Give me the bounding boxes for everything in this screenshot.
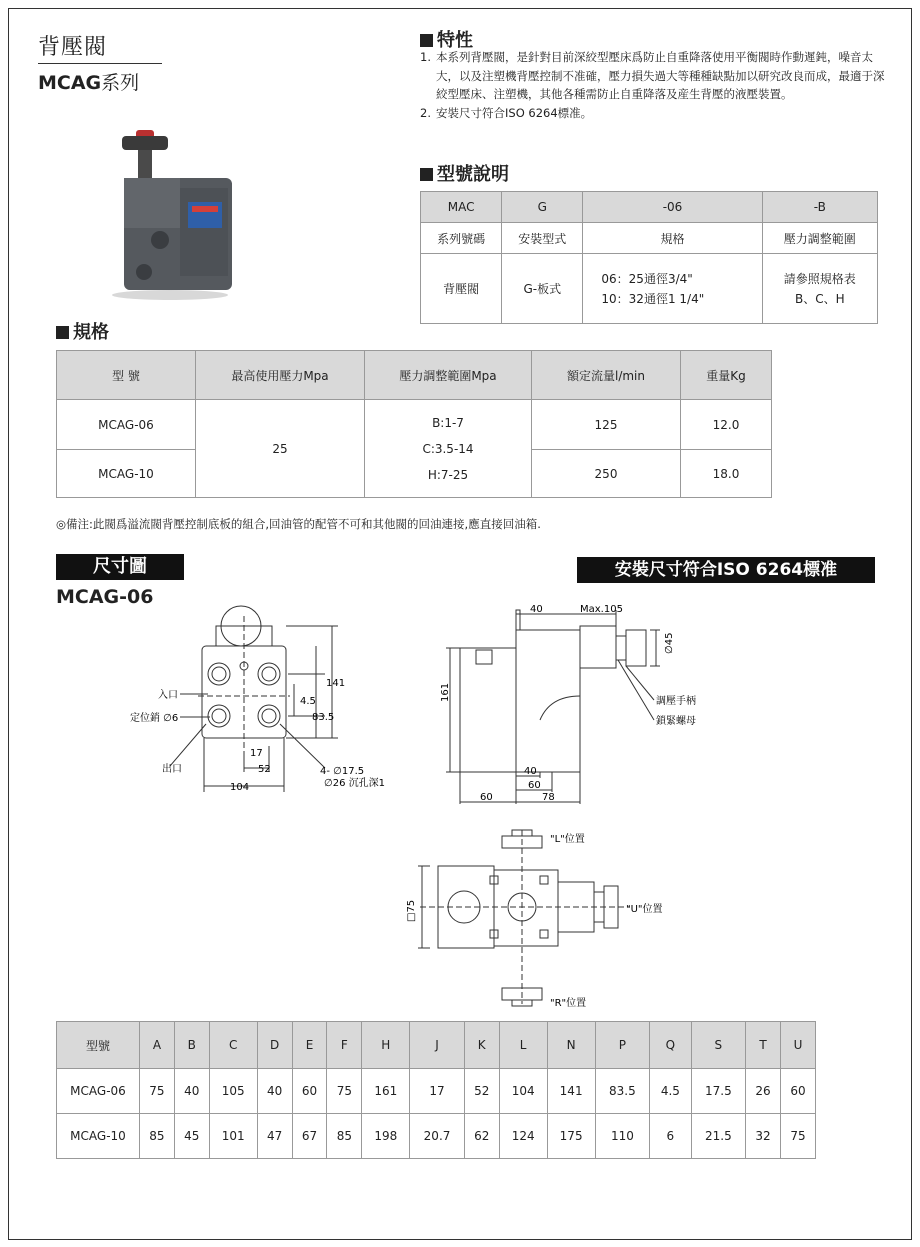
dim-60-left: 60 <box>480 792 493 803</box>
page-title: 背壓閥 <box>38 35 108 60</box>
dimension-cell: 105 <box>209 1069 257 1114</box>
dim-104: 104 <box>230 782 250 793</box>
spec-flow: 250 <box>532 450 681 498</box>
dimension-cell: U <box>780 1022 815 1069</box>
spec-model: MCAG-10 <box>57 450 196 498</box>
dim-40-bottom: 40 <box>524 766 537 777</box>
dimension-cell: B <box>174 1022 209 1069</box>
dimension-cell: 85 <box>140 1114 175 1159</box>
dimension-cell: T <box>746 1022 781 1069</box>
label-nut: 鎖緊螺母 <box>656 716 696 727</box>
dimension-cell: 32 <box>746 1114 781 1159</box>
dimension-cell: 40 <box>174 1069 209 1114</box>
dimension-cell: 175 <box>547 1114 595 1159</box>
dimension-cell: L <box>499 1022 547 1069</box>
dimension-cell: 67 <box>292 1114 327 1159</box>
dimension-heading: 尺寸圖 <box>56 554 184 580</box>
dim-40-top: 40 <box>530 604 543 615</box>
label-position-l: "L"位置 <box>550 834 585 845</box>
dimension-cell: 45 <box>174 1114 209 1159</box>
dim-4-5: 4.5 <box>300 696 316 707</box>
dimension-cell: 110 <box>595 1114 650 1159</box>
spec-header: 型 號 <box>57 351 196 400</box>
dim-78: 78 <box>542 792 555 803</box>
dimension-cell: 47 <box>257 1114 292 1159</box>
dimension-cell: 21.5 <box>691 1114 746 1159</box>
label-cell: 規格 <box>583 223 762 254</box>
dimension-row <box>57 1114 816 1159</box>
dimension-cell: 104 <box>499 1069 547 1114</box>
dimension-cell: 101 <box>209 1114 257 1159</box>
dimension-cell: 141 <box>547 1069 595 1114</box>
spec-weight: 18.0 <box>681 450 772 498</box>
label-cell: 壓力調整範圍 <box>762 223 877 254</box>
dimension-table <box>56 1021 816 1159</box>
features-heading: 特性 <box>420 26 473 52</box>
spec-header: 額定流量l/min <box>532 351 681 400</box>
spec-weight: 12.0 <box>681 400 772 450</box>
value-cell: 請參照規格表 B、C、H <box>762 254 877 324</box>
dim-161: 161 <box>440 682 451 702</box>
dimension-cell: 62 <box>464 1114 499 1159</box>
dimension-model: MCAG-06 <box>56 586 154 608</box>
code-cell: -B <box>762 192 877 223</box>
dimension-cell: 60 <box>780 1069 815 1114</box>
dim-83-5: 83.5 <box>312 712 335 723</box>
dim-75: □75 <box>406 899 417 922</box>
spec-flow: 125 <box>532 400 681 450</box>
dimension-cell: S <box>691 1022 746 1069</box>
dimension-cell: 26 <box>746 1069 781 1114</box>
dimension-cell: 17 <box>410 1069 465 1114</box>
dimension-cell: K <box>464 1022 499 1069</box>
code-cell: G <box>502 192 583 223</box>
label-position-r: "R"位置 <box>550 998 587 1009</box>
series-title: MCAG系列 <box>38 72 140 94</box>
dimension-header-row <box>57 1022 816 1069</box>
label-counterbore: ∅26 沉孔深1 <box>324 778 385 789</box>
label-handle: 調壓手柄 <box>656 696 696 707</box>
code-cell: -06 <box>583 192 762 223</box>
dimension-cell: 4.5 <box>650 1069 691 1114</box>
label-cell: 系列號碼 <box>421 223 502 254</box>
dimension-cell: J <box>410 1022 465 1069</box>
dimension-cell: 60 <box>292 1069 327 1114</box>
label-cell: 安裝型式 <box>502 223 583 254</box>
dimension-cell: P <box>595 1022 650 1069</box>
dimension-cell: 124 <box>499 1114 547 1159</box>
dim-17: 17 <box>250 748 263 759</box>
dim-max105: Max.105 <box>580 604 623 615</box>
dimension-cell: Q <box>650 1022 691 1069</box>
spec-ranges: B:1-7 C:3.5-14 H:7-25 <box>365 400 532 498</box>
dimension-cell: 75 <box>327 1069 362 1114</box>
dim-60-bottom: 60 <box>528 780 541 791</box>
dimension-cell: D <box>257 1022 292 1069</box>
dimension-cell: 20.7 <box>410 1114 465 1159</box>
side-view-drawing <box>440 600 740 810</box>
dim-52: 52 <box>258 764 271 775</box>
dimension-cell: 6 <box>650 1114 691 1159</box>
dimension-cell: E <box>292 1022 327 1069</box>
dimension-cell: 17.5 <box>691 1069 746 1114</box>
dimension-cell: N <box>547 1022 595 1069</box>
feature-item: 2. 安裝尺寸符合ISO 6264標准。 <box>420 105 593 120</box>
front-view-drawing <box>120 596 420 806</box>
dimension-cell: 52 <box>464 1069 499 1114</box>
features-list <box>420 48 890 122</box>
spec-header: 最高使用壓力Mpa <box>196 351 365 400</box>
spec-max-pressure: 25 <box>196 400 365 498</box>
spec-header: 壓力調整範圍Mpa <box>365 351 532 400</box>
value-cell: G-板式 <box>502 254 583 324</box>
dimension-cell: 85 <box>327 1114 362 1159</box>
title-divider <box>38 63 162 64</box>
model-cell: 型號 <box>57 1022 140 1069</box>
dimension-cell: 161 <box>362 1069 410 1114</box>
note: ◎備注:此閥爲溢流閥背壓控制底板的組合,回油管的配管不可和其他閥的回油連接,應直接回油箱. <box>56 517 541 531</box>
top-view-drawing <box>390 826 690 1016</box>
iso-label: 安裝尺寸符合ISO 6264標准 <box>577 557 875 583</box>
dimension-cell: C <box>209 1022 257 1069</box>
dimension-cell: H <box>362 1022 410 1069</box>
label-outlet: 出口 <box>162 764 182 775</box>
spec-heading: 規格 <box>56 318 109 344</box>
dimension-cell: 198 <box>362 1114 410 1159</box>
value-cell: 背壓閥 <box>421 254 502 324</box>
dimension-cell: F <box>327 1022 362 1069</box>
dimension-row <box>57 1069 816 1114</box>
dimension-cell: 75 <box>780 1114 815 1159</box>
dimension-cell: 75 <box>140 1069 175 1114</box>
label-holes: 4- ∅17.5 <box>320 766 365 777</box>
model-cell: MCAG-06 <box>57 1069 140 1114</box>
dim-141: 141 <box>326 678 346 689</box>
dim-45: ∅45 <box>664 632 675 654</box>
label-pin: 定位銷 ∅6 <box>130 713 179 724</box>
dimension-cell: 83.5 <box>595 1069 650 1114</box>
feature-item: 1. 本系列背壓閥，是針對目前深絞型壓床爲防止自重降落使用平衡閥時作動遲鈍，噪音太大，以及注塑機背壓控制不准確，壓力損失過大等種種缺點加以研究改良而成，最適于深絞型壓床、注塑機，其他各種需防止自重降落及産生背壓的液壓裝置。 <box>420 50 885 101</box>
dimension-cell: 40 <box>257 1069 292 1114</box>
model-code-table <box>420 191 878 324</box>
dimension-cell: A <box>140 1022 175 1069</box>
label-inlet: 入口 <box>158 690 178 701</box>
product-photo <box>100 130 240 300</box>
spec-header: 重量Kg <box>681 351 772 400</box>
model-cell: MCAG-10 <box>57 1114 140 1159</box>
model-code-heading: 型號說明 <box>420 160 509 186</box>
spec-table <box>56 350 772 498</box>
value-cell: 06：25通徑3/4" 10：32通徑1 1/4" <box>583 254 762 324</box>
label-position-u: "U"位置 <box>626 904 663 915</box>
code-cell: MAC <box>421 192 502 223</box>
spec-model: MCAG-06 <box>57 400 196 450</box>
